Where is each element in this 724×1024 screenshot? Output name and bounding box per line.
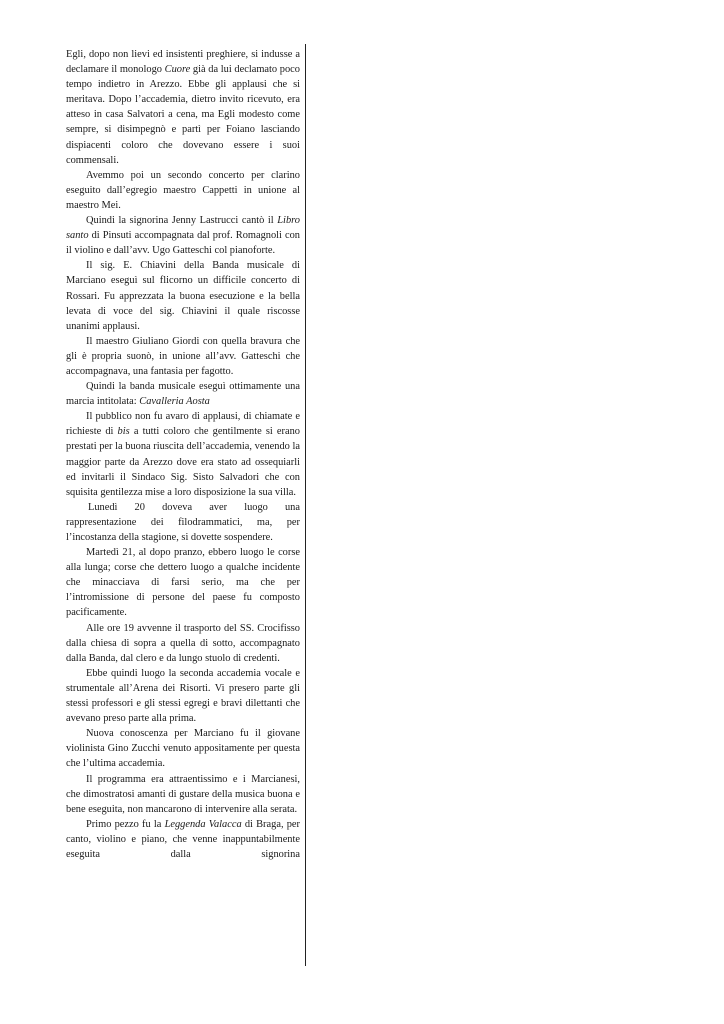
- text-segment: Martedì 21, al dopo pranzo, ebbero luogo le corse alla lunga; corse che dettero luogo a qualche incidente che minacciava di farsi serio, ma che per l’intromissione di persone del paese fu composto pacificamente.: [66, 547, 300, 619]
- text-segment: Primo pezzo fu la: [86, 818, 165, 830]
- paragraph-1: [66, 47, 300, 168]
- text-segment: Ebbe quindi luogo la seconda accademia vocale e strumentale all’Arena dei Risorti. Vi presero parte gli stessi professori e gli stessi egregi e bravi dilettanti che avevano preso parte alla prima.: [66, 667, 300, 725]
- text-segment: già da lui declamato poco tempo indietro in Arezzo. Ebbe gli applausi che si meritava. Dopo l’accademia, dietro invito ricevuto, era atteso in casa Salvatori a cena, ma Egli modesto come sempre, si disimpegnò e partì per Foiano lasciando dispiacenti coloro che dovevano essere i suoi commensali.: [66, 64, 300, 166]
- text-segment: Il sig. E. Chiavini della Banda musicale di Marciano eseguì sul flicorno un difficile concerto di Rossari. Fu apprezzata la buona esecuzione e la bella levata di voce del sig. Chiavini il quale riscosse unanimi applausi.: [66, 260, 300, 332]
- text-segment: Il maestro Giuliano Giordi con quella bravura che gli è propria suonò, in unione all’avv. Gatteschi che accompagnava, una fantasia per fagotto.: [66, 335, 300, 377]
- text-segment: a tutti coloro che gentilmente si erano prestati per la buona riuscita dell’accademia, venendo la maggior parte da Arezzo dove era stato ad ossequiarli ed invitarli il Sindaco Sig. Sisto Salvadori che con squisita gentilezza mise a loro disposizione la sua villa.: [66, 426, 300, 498]
- text-segment: Quindi la signorina Jenny Lastrucci cantò il: [86, 215, 278, 227]
- paragraph-4: [66, 258, 300, 333]
- italic-title: Cavalleria Aosta: [139, 396, 210, 408]
- paragraph-6: [66, 379, 300, 409]
- text-column: [66, 47, 300, 862]
- text-segment: Nuova conoscenza per Marciano fu il giovane violinista Gino Zucchi venuto appositamente per questa che l’ultima accademia.: [66, 728, 300, 770]
- text-segment: Egli, dopo non lievi ed insistenti preghiere, si indusse a declamare il monologo: [66, 49, 300, 76]
- paragraph-3: [66, 213, 300, 258]
- paragraph-9: [66, 545, 300, 620]
- text-segment: Il programma era attraentissimo e i Marcianesi, che dimostratosi amanti di gustare della musica buona e bene eseguita, non mancarono di intervenire alla serata.: [66, 773, 300, 815]
- italic-title: Cuore: [164, 64, 191, 76]
- paragraph-7: [66, 409, 300, 500]
- text-segment: Lunedì 20 doveva aver luogo una rappresentazione dei filodrammatici, ma, per l’incostanza della stagione, si dovette sospendere.: [66, 501, 300, 543]
- paragraph-10: [66, 621, 300, 666]
- paragraph-5: [66, 334, 300, 379]
- paragraph-13: [66, 772, 300, 817]
- text-segment: Il pubblico non fu avaro di applausi, di chiamate e richieste di: [66, 411, 300, 438]
- italic-word: bis: [117, 426, 130, 438]
- italic-title: Libro santo: [66, 215, 300, 242]
- text-segment: Avemmo poi un secondo concerto per clarino eseguito dall’egregio maestro Cappetti in unione al maestro Mei.: [66, 169, 300, 211]
- italic-title: Leggenda Valacca: [164, 818, 242, 830]
- paragraph-11: [66, 666, 300, 726]
- column-rule: [305, 44, 306, 966]
- text-segment: Quindi la banda musicale eseguì ottimamente una marcia intitolata:: [66, 381, 300, 408]
- paragraph-2: [66, 168, 300, 213]
- text-segment: Alle ore 19 avvenne il trasporto del SS. Crocifisso dalla chiesa di sopra a quella di sotto, accompagnato dalla Banda, dal clero e da lungo stuolo di credenti.: [66, 622, 300, 664]
- text-segment: di Pinsuti accompagnata dal prof. Romagnoli con il violino e dall’avv. Ugo Gatteschi col pianoforte.: [66, 230, 300, 257]
- paragraph-8: [66, 500, 300, 545]
- paragraph-14: [66, 817, 300, 862]
- text-segment: di Braga, per canto, violino e piano, che venne inappuntabilmente eseguita dalla signorina: [66, 818, 300, 860]
- paragraph-12: [66, 726, 300, 771]
